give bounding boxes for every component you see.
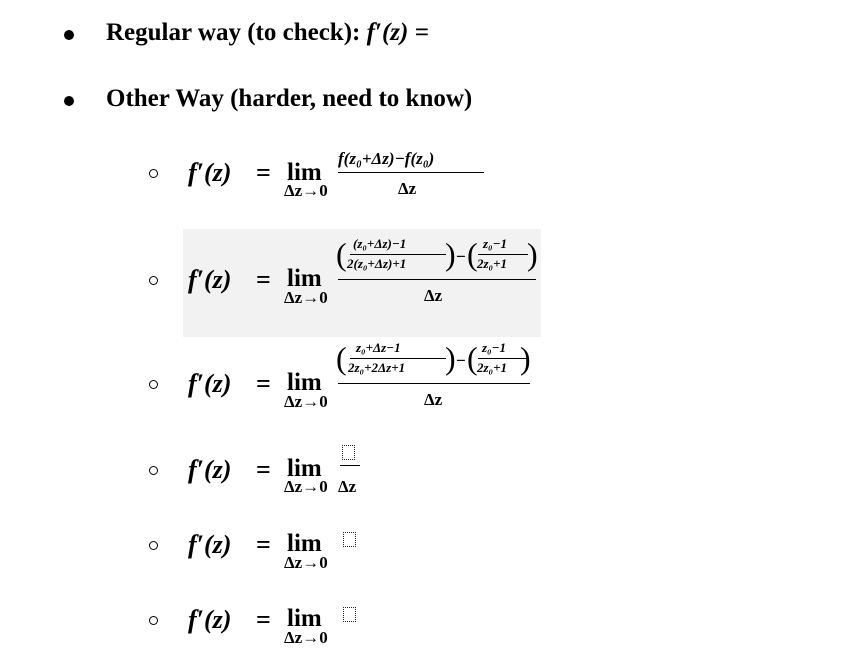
right-paren: ) [445,236,456,272]
left-paren: ( [467,236,478,272]
bullet-circle [149,466,158,475]
step3-minus: − [456,351,466,370]
step2-right-numerator: z₀−1 [483,236,507,251]
step5-equals: = [256,530,271,559]
bullet-disc [64,30,74,40]
step2-denominator: Δz [424,286,443,305]
left-paren: ( [467,340,478,376]
step5-limit-sub: Δz→0 [284,553,328,572]
bullet-circle [149,169,158,178]
step4-lim: lim [287,455,322,482]
step5-lhs: f′(z) [188,530,232,559]
step5-lim: lim [287,530,322,557]
step1-limit-sub: Δz→0 [284,181,328,200]
step6-limit-sub: Δz→0 [284,628,328,647]
step3-left-line [350,358,446,359]
bullet-circle [149,276,158,285]
step2-left-denominator: 2(z₀+Δz)+1 [347,256,407,271]
step4-numerator-placeholder[interactable] [342,445,355,460]
step1-lhs: f′(z) [188,158,232,187]
step3-lim: lim [287,369,322,396]
item-label: Regular way (to check): [106,19,361,46]
bullet-circle [149,380,158,389]
step2-lim: lim [287,265,322,292]
step6-lim: lim [287,605,322,632]
left-paren: ( [336,236,347,272]
step2-left-numerator: (z₀+Δz)−1 [353,236,407,251]
bullet-circle [149,541,158,550]
bullet-disc [64,96,74,106]
step1-numerator: f(z₀+Δz)−f(z₀) [338,149,435,168]
step2-minus: − [456,247,466,266]
right-paren: ) [445,340,456,376]
left-paren: ( [336,340,347,376]
bullet-item-other-way [106,84,472,114]
step3-left-numerator: z₀+Δz−1 [356,340,401,355]
bullet-circle [149,616,158,625]
regular-way-formula: f′(z) = [366,19,429,46]
step4-lhs: f′(z) [188,455,232,484]
step6-lhs: f′(z) [188,605,232,634]
step3-denominator: Δz [424,390,443,409]
step3-equals: = [256,369,271,398]
step3-right-denominator: 2z₀+1 [477,360,507,375]
step1-lim: lim [287,159,322,186]
step5-placeholder[interactable] [343,532,356,547]
step3-fraction-line [338,383,530,384]
step2-lhs: f′(z) [188,265,232,294]
item-label: Other Way (harder, need to know) [106,85,473,112]
step2-right-denominator: 2z₀+1 [477,256,507,271]
step6-equals: = [256,605,271,634]
step4-denominator: Δz [338,477,357,496]
step1-fraction-line [338,172,484,173]
step4-fraction-line [340,465,360,466]
step2-limit-sub: Δz→0 [284,288,328,307]
right-paren: ) [527,236,538,272]
step2-right-line [478,254,528,255]
step2-fraction-line [338,279,536,280]
step2-equals: = [256,265,271,294]
step3-limit-sub: Δz→0 [284,392,328,411]
step2-left-line [350,254,446,255]
right-paren: ) [520,340,531,376]
step1-equals: = [256,158,271,187]
step3-left-denominator: 2z₀+2Δz+1 [348,360,406,375]
step6-placeholder[interactable] [343,607,356,622]
step4-equals: = [256,455,271,484]
step3-lhs: f′(z) [188,369,232,398]
step4-limit-sub: Δz→0 [284,477,328,496]
step3-right-numerator: z₀−1 [482,340,506,355]
bullet-item-regular-way [106,18,429,48]
step1-denominator: Δz [398,179,417,198]
